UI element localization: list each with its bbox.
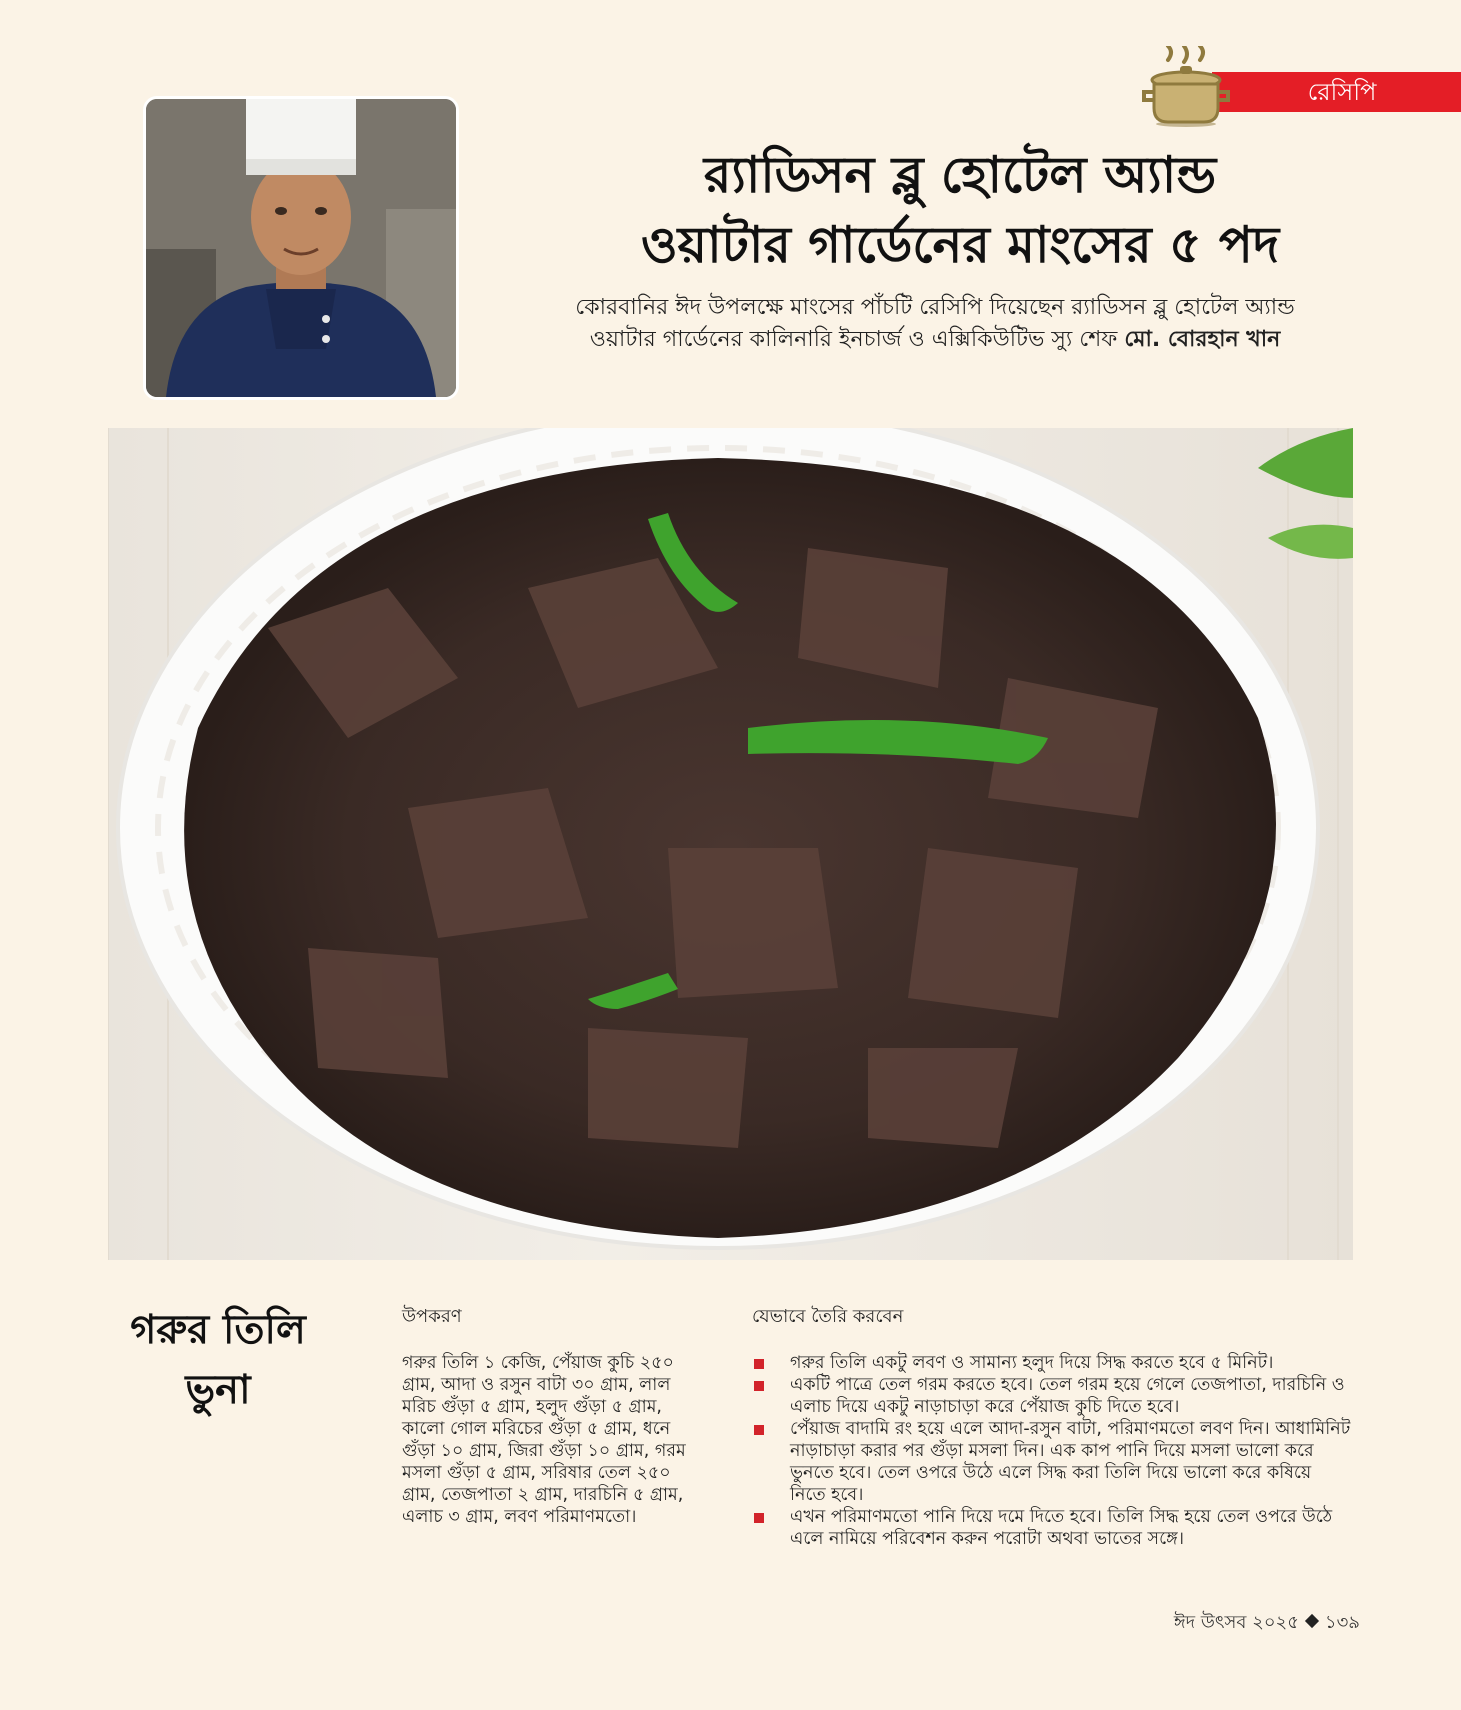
page-number: ১৩৯ — [1324, 1612, 1360, 1633]
chef-photo — [143, 96, 459, 400]
page-footer — [1070, 1610, 1360, 1636]
method-heading: যেভাবে তৈরি করবেন — [752, 1306, 904, 1327]
headline-line-2: ওয়াটার গার্ডেনের মাংসের ৫ পদ — [640, 215, 1280, 274]
method-step — [752, 1506, 1352, 1550]
standfirst-text: কোরবানির ঈদ উপলক্ষে মাংসের পাঁচটি রেসিপি দিয়েছেন র‍্যাডিসন ব্লু হোটেল অ্যান্ড ওয়াটার গার্ডেনের কালিনারি ইনচার্জ ও এক্সিকিউটিভ স্যু শেফ — [575, 295, 1295, 352]
dish-title-line-2: ভুনা — [185, 1366, 251, 1413]
bullet-square-icon — [754, 1513, 764, 1523]
method-step-text: এখন পরিমাণমতো পানি দিয়ে দমে দিতে হবে। তিলি সিদ্ধ হয়ে তেল ওপরে উঠে এলে নামিয়ে পরিবেশন করুন পরোটা অথবা ভাতের সঙ্গে। — [790, 1507, 1333, 1549]
headline-line-1: র‍্যাডিসন ব্লু হোটেল অ্যান্ড — [703, 145, 1217, 204]
method-steps — [752, 1352, 1352, 1550]
standfirst — [540, 292, 1330, 356]
dish-title-line-1: গরুর তিলি — [130, 1306, 306, 1353]
dish-photo — [108, 428, 1353, 1260]
method-step — [752, 1374, 1352, 1418]
section-label: রেসিপি — [1307, 78, 1377, 106]
dish-title — [96, 1300, 340, 1420]
bullet-square-icon — [754, 1425, 764, 1435]
bullet-square-icon — [754, 1359, 764, 1369]
chef-name: মো. বোরহান খান — [1124, 327, 1281, 352]
method-step-text: একটি পাত্রে তেল গরম করতে হবে। তেল গরম হয়ে গেলে তেজপাতা, দারচিনি ও এলাচ দিয়ে একটু নাড়াচাড়া করে পেঁয়াজ কুচি দিতে হবে। — [790, 1375, 1345, 1417]
bullet-square-icon — [754, 1381, 764, 1391]
method-step-text: গরুর তিলি একটু লবণ ও সামান্য হলুদ দিয়ে সিদ্ধ করতে হবে ৫ মিনিট। — [790, 1353, 1274, 1373]
method-step — [752, 1352, 1352, 1374]
headline — [500, 140, 1420, 280]
publication-name: ঈদ উৎসব ২০২৫ — [1173, 1612, 1299, 1633]
method-step — [752, 1418, 1352, 1506]
method-step-text: পেঁয়াজ বাদামি রং হয়ে এলে আদা-রসুন বাটা, পরিমাণমতো লবণ দিন। আধামিনিট নাড়াচাড়া করার পর গুঁড়া মসলা দিন। এক কাপ পানি দিয়ে মসলা ভালো করে ভুনতে হবে। তেল ওপরে উঠে এলে সিদ্ধ করা তিলি দিয়ে ভালো করে কষিয়ে নিতে হবে। — [790, 1419, 1351, 1505]
cooking-pot-icon — [1140, 46, 1232, 128]
ingredients-heading: উপকরণ — [402, 1306, 462, 1327]
diamond-separator-icon — [1305, 1614, 1319, 1628]
ingredients-text: গরুর তিলি ১ কেজি, পেঁয়াজ কুচি ২৫০ গ্রাম, আদা ও রসুন বাটা ৩০ গ্রাম, লাল মরিচ গুঁড়া ৫ গ্রাম, হলুদ গুঁড়া ৫ গ্রাম, কালো গোল মরিচের গুঁড়া ৫ গ্রাম, ধনে গুঁড়া ১০ গ্রাম, জিরা গুঁড়া ১০ গ্রাম, গরম মসলা গুঁড়া ৫ গ্রাম, সরিষার তেল ২৫০ গ্রাম, তেজপাতা ২ গ্রাম, দারচিনি ৫ গ্রাম, এলাচ ৩ গ্রাম, লবণ পরিমাণমতো। — [402, 1353, 686, 1527]
